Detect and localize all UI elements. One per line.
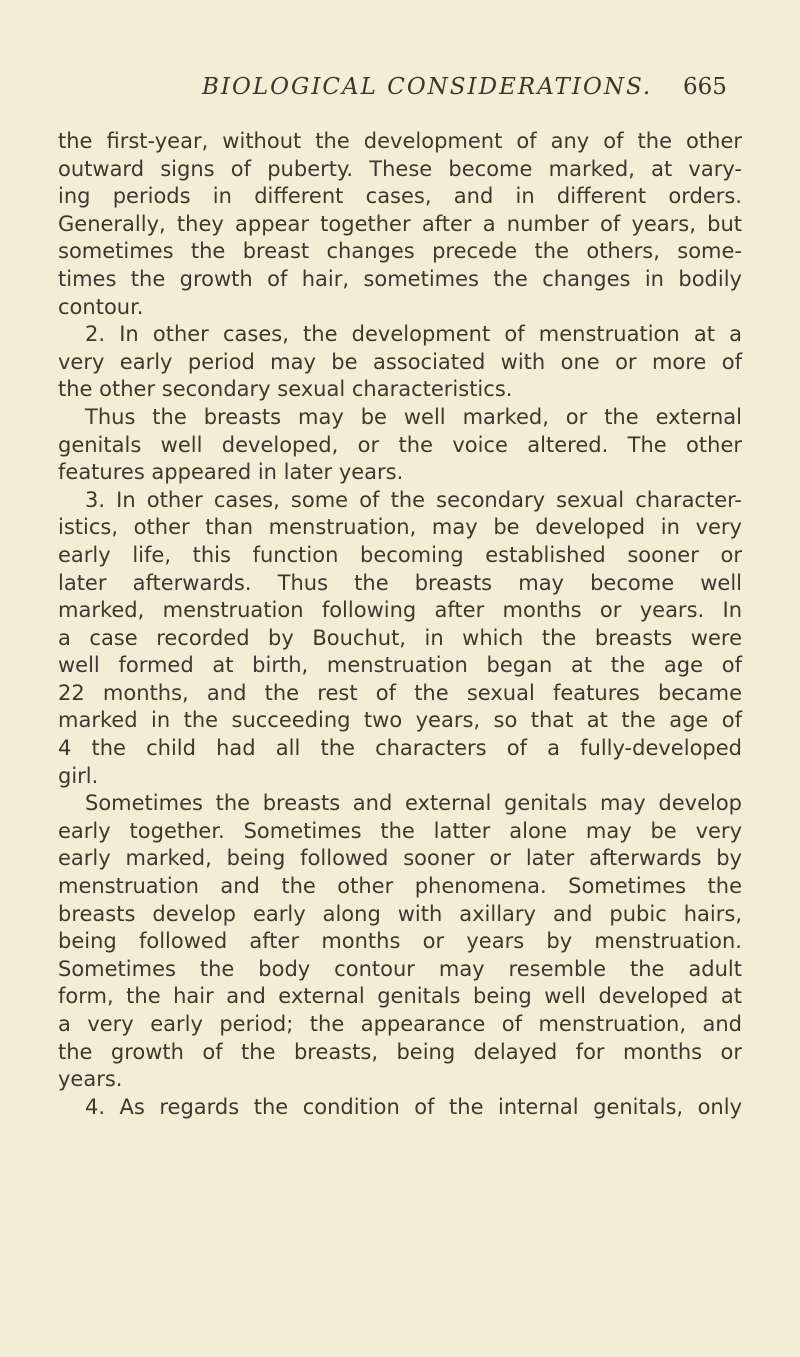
text-line: features appeared in later years. xyxy=(58,460,404,485)
text-line: early marked, being followed sooner or later afterwards by xyxy=(58,846,742,871)
text-line: 2. In other cases, the development of menstruation at a xyxy=(85,322,742,347)
text-line: breasts develop early along with axillary and pubic hairs, xyxy=(58,901,742,926)
text-line: Sometimes the breasts and external genitals may develop xyxy=(85,791,742,816)
text-line: very early period may be associated with one or more of xyxy=(58,349,742,374)
page-number: 665 xyxy=(683,74,727,100)
text-line: 4 the child had all the characters of a fully-developed xyxy=(58,736,742,761)
text-line: well formed at birth, menstruation began at the age of xyxy=(58,653,742,678)
text-line: Generally, they appear together after a number of years, but xyxy=(58,211,742,236)
body-text xyxy=(58,128,742,1121)
text-line: later afterwards. Thus the breasts may become well xyxy=(58,570,742,595)
text-line: 4. As regards the condition of the internal genitals, only xyxy=(85,1094,742,1119)
text-line: contour. xyxy=(58,294,144,319)
text-line: the other secondary sexual characteristics. xyxy=(58,377,513,402)
text-line: years. xyxy=(58,1067,123,1092)
text-line: marked, menstruation following after months or years. In xyxy=(58,598,742,623)
text-line: early life, this function becoming established sooner or xyxy=(58,542,742,567)
text-line: istics, other than menstruation, may be developed in very xyxy=(58,515,742,540)
text-line: 22 months, and the rest of the sexual features became xyxy=(58,680,742,705)
page-header xyxy=(0,74,800,108)
running-title: BIOLOGICAL CONSIDERATIONS. xyxy=(202,74,653,100)
text-line: 3. In other cases, some of the secondary sexual character- xyxy=(85,487,742,512)
text-line: a very early period; the appearance of menstruation, and xyxy=(58,1012,742,1036)
text-line: form, the hair and external genitals being well developed at xyxy=(58,984,742,1009)
text-line: ing periods in different cases, and in different orders. xyxy=(58,184,742,209)
text-line: Thus the breasts may be well marked, or the external xyxy=(85,404,742,429)
text-line: the growth of the breasts, being delayed for months or xyxy=(58,1039,742,1064)
text-line: menstruation and the other phenomena. Sometimes the xyxy=(58,874,742,899)
text-line: girl. xyxy=(58,763,99,788)
text-line: outward signs of puberty. These become marked, at vary- xyxy=(58,156,742,181)
text-line: marked in the succeeding two years, so that at the age of xyxy=(58,708,742,733)
text-line: times the growth of hair, sometimes the changes in bodily xyxy=(58,266,742,291)
text-line: early together. Sometimes the latter alone may be very xyxy=(58,818,742,843)
text-line: genitals well developed, or the voice altered. The other xyxy=(58,432,742,457)
text-line: sometimes the breast changes precede the others, some- xyxy=(58,239,742,264)
text-line: being followed after months or years by menstruation. xyxy=(58,929,742,954)
text-line: Sometimes the body contour may resemble the adult xyxy=(58,956,742,981)
text-line: the first-year, without the development of any of the other xyxy=(58,129,742,153)
text-line: a case recorded by Bouchut, in which the breasts were xyxy=(58,625,742,650)
